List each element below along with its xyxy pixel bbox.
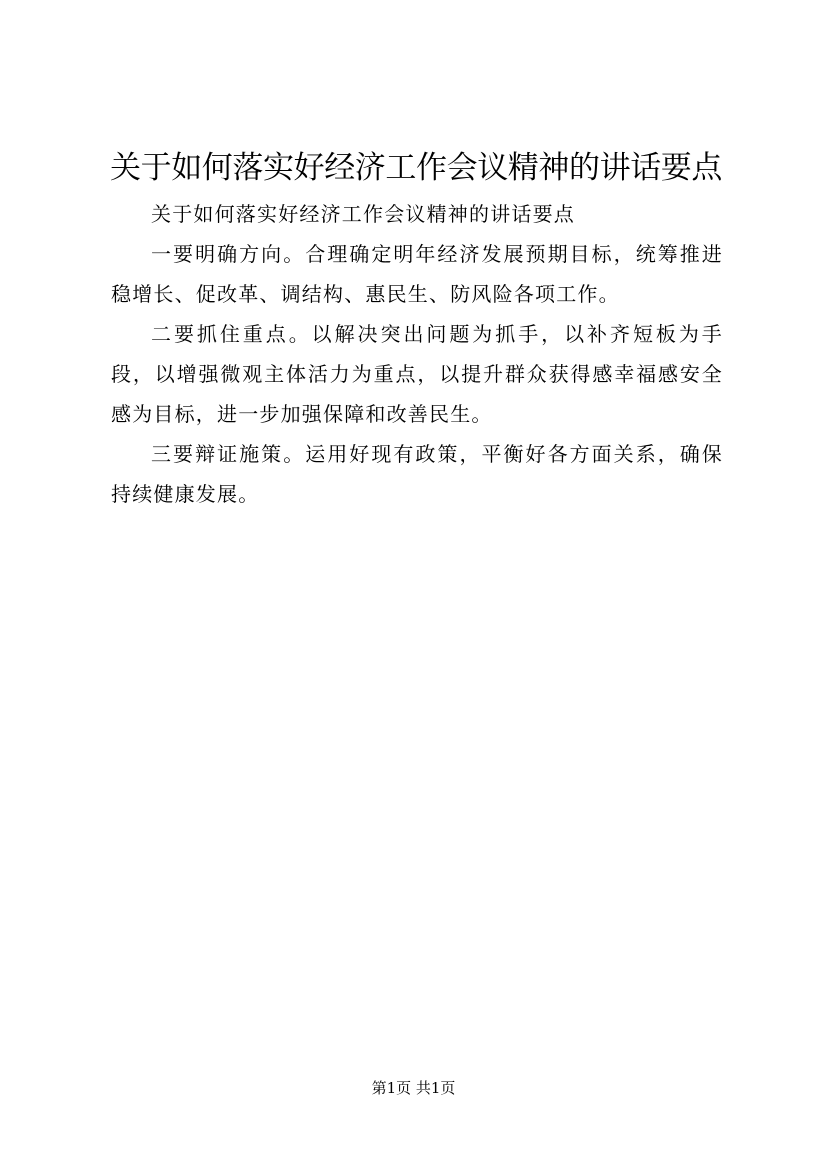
page-footer: 第1页 共1页 <box>371 1079 456 1097</box>
body-paragraph-point-1: 一要明确方向。合理确定明年经济发展预期目标，统筹推进稳增长、促改革、调结构、惠民生、防风险各项工作。 <box>111 242 723 306</box>
body-paragraph-point-2: 二要抓住重点。以解决突出问题为抓手，以补齐短板为手段，以增强微观主体活力为重点，以提升群众获得感幸福感安全感为目标，进一步加强保障和改善民生。 <box>111 322 723 426</box>
document-body <box>111 194 723 514</box>
body-paragraph-point-3: 三要辩证施策。运用好现有政策，平衡好各方面关系，确保持续健康发展。 <box>111 442 723 506</box>
document-title: 关于如何落实好经济工作会议精神的讲话要点 <box>110 150 722 186</box>
body-paragraph-subtitle: 关于如何落实好经济工作会议精神的讲话要点 <box>151 202 575 226</box>
